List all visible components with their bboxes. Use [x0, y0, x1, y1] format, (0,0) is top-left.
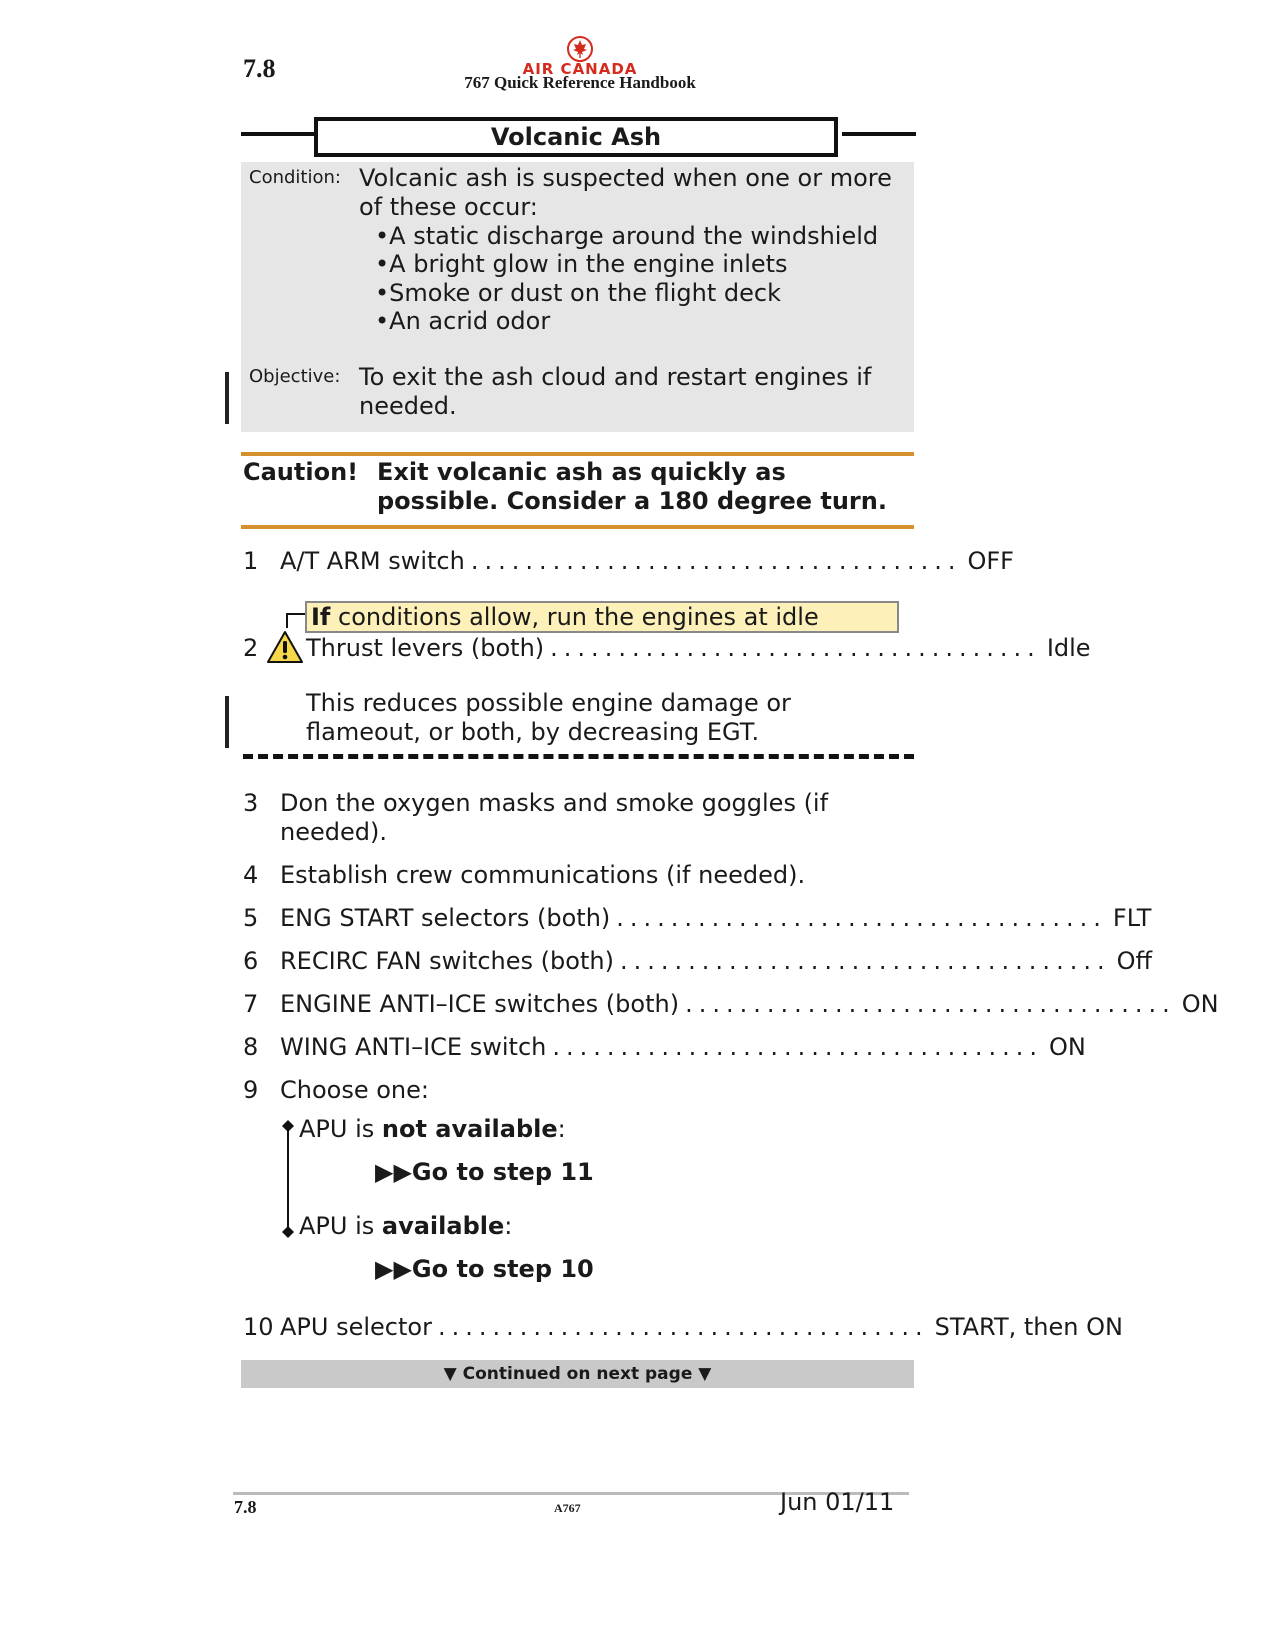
caution-text: Exit volcanic ash as quickly as possible. Consider a 180 degree turn.: [377, 458, 887, 515]
double-arrow-icon: ▶▶: [375, 1158, 412, 1186]
step-2-condition: If conditions allow, run the engines at idle: [305, 601, 899, 633]
warning-icon: [266, 630, 304, 664]
step-6: 6 RECIRC FAN switches (both) .................................... Off: [243, 947, 1153, 975]
section-number: 7.8: [243, 54, 276, 83]
condition-intro-2: of these occur:: [359, 193, 538, 221]
step-2: Thrust levers (both) .................................... Idle: [306, 634, 1091, 662]
brand-name: AIR CANADA: [522, 60, 638, 78]
double-arrow-icon: ▶▶: [375, 1255, 412, 1283]
title-rule-left: [241, 132, 315, 136]
objective-label: Objective:: [249, 366, 341, 387]
footer-model: A767: [554, 1501, 581, 1515]
caution-label: Caution!: [243, 458, 359, 486]
step-10: 10 APU selector .................................... START, then ON: [243, 1313, 1123, 1341]
step-2-note-1: This reduces possible engine damage or: [306, 689, 791, 717]
step-5: 5 ENG START selectors (both) .................................... FLT: [243, 904, 1152, 932]
footer-date: Jun 01/11: [780, 1488, 895, 1516]
goto-step-11[interactable]: ▶▶Go to step 11: [375, 1158, 594, 1186]
divider-dashed: [243, 754, 914, 759]
continued-banner: ▼ Continued on next page ▼: [241, 1360, 914, 1388]
step-7: 7 ENGINE ANTI–ICE switches (both) .................................... ON: [243, 990, 1219, 1018]
condition-bullet: •An acrid odor: [375, 307, 551, 335]
change-bar: [225, 372, 229, 424]
step-8: 8 WING ANTI–ICE switch .................................... ON: [243, 1033, 1086, 1061]
triangle-down-icon: ▼: [698, 1364, 712, 1384]
step-1: 1 A/T ARM switch .................................... OFF: [243, 547, 1014, 575]
condition-bullet: •A bright glow in the engine inlets: [375, 250, 788, 278]
choice-apu-not-available[interactable]: APU is not available:: [299, 1115, 566, 1143]
objective-line-2: needed.: [359, 392, 457, 420]
step-4: Establish crew communications (if needed).: [280, 861, 806, 889]
caution-rule-top: [241, 452, 914, 456]
goto-step-10[interactable]: ▶▶Go to step 10: [375, 1255, 594, 1283]
triangle-down-icon: ▼: [443, 1364, 457, 1384]
footer-page-number: 7.8: [234, 1497, 257, 1517]
change-bar: [225, 696, 229, 748]
step-9-number: 9: [243, 1076, 259, 1104]
step-9: Choose one:: [280, 1076, 429, 1104]
choice-apu-available[interactable]: APU is available:: [299, 1212, 513, 1240]
step-4-number: 4: [243, 861, 259, 889]
step-2-note-2: flameout, or both, by decreasing EGT.: [306, 718, 760, 746]
condition-bullet: •Smoke or dust on the flight deck: [375, 279, 781, 307]
step-2-number: 2: [243, 634, 259, 662]
condition-bullet: •A static discharge around the windshield: [375, 222, 879, 250]
maple-leaf-icon: [567, 36, 593, 62]
handbook-title: 767 Quick Reference Handbook: [464, 73, 696, 92]
title-rule-right: [842, 132, 916, 136]
choice-connector: [280, 1118, 300, 1242]
step-3-number: 3: [243, 789, 259, 817]
condition-intro-1: Volcanic ash is suspected when one or more: [359, 164, 892, 192]
checklist-title: Volcanic Ash: [314, 117, 838, 157]
caution-rule-bottom: [241, 525, 914, 529]
step-3: Don the oxygen masks and smoke goggles (if needed).: [280, 789, 829, 846]
condition-label: Condition:: [249, 167, 341, 188]
objective-line-1: To exit the ash cloud and restart engines if: [359, 363, 872, 391]
